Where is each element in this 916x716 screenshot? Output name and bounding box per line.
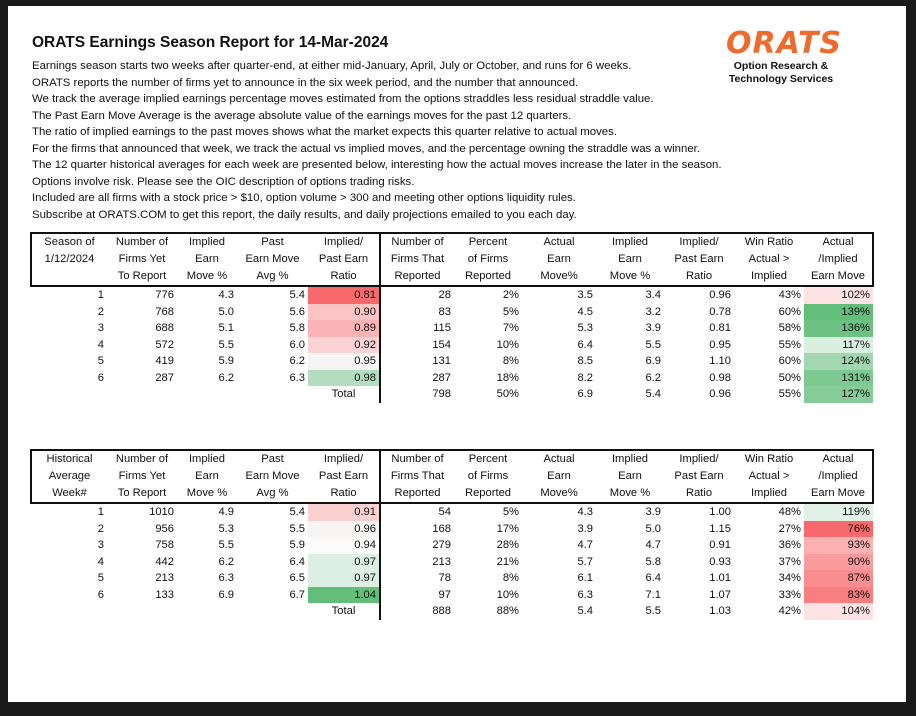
column-header-line: Win Ratio — [744, 453, 794, 465]
data-cell: 0.89 — [308, 320, 380, 337]
data-cell: 0.98 — [709, 371, 731, 384]
historical-average-table — [30, 449, 874, 620]
total-cell: 6.9 — [577, 388, 593, 401]
column-header-line: Actual — [822, 453, 854, 465]
data-cell: 124% — [804, 353, 873, 370]
data-cell: 10% — [496, 588, 519, 601]
column-header — [804, 450, 873, 503]
data-cell: 6.2 — [218, 371, 234, 384]
data-cell: 90% — [804, 554, 873, 571]
data-cell: 1.07 — [709, 588, 731, 601]
table-row — [31, 304, 873, 321]
data-cell: 115 — [380, 320, 454, 337]
column-header-line: Past Earn — [674, 253, 724, 265]
week-cell: 6 — [97, 371, 104, 384]
data-cell: 0.97 — [308, 554, 380, 571]
data-cell: 213 — [380, 554, 454, 571]
data-cell: 0.94 — [308, 537, 380, 554]
data-cell: 17% — [496, 522, 519, 535]
data-cell: 133 — [155, 588, 174, 601]
table-row — [31, 286, 873, 304]
table-row — [31, 537, 873, 554]
column-header-line: Past Earn — [674, 470, 724, 482]
data-cell: 154 — [380, 337, 454, 354]
column-header-line: Number of — [391, 236, 444, 248]
column-header-line: Implied/ — [323, 236, 364, 248]
logo-tagline-1: Option Research & — [733, 60, 829, 72]
data-cell: 3.9 — [577, 522, 593, 535]
empty-cell — [177, 603, 237, 620]
data-cell: 0.96 — [709, 289, 731, 302]
data-cell: 50% — [778, 371, 801, 384]
intro-line: Earnings season starts two weeks after quarter-end, at either mid-January, April, July or October, and runs for 6 weeks. — [32, 60, 632, 72]
column-header-line: Number of — [391, 453, 444, 465]
column-header-line: Reported — [394, 487, 441, 499]
data-cell: 0.95 — [709, 338, 731, 351]
column-header-line: Reported — [464, 487, 512, 499]
column-header-line: Historical — [46, 453, 93, 465]
column-header — [107, 233, 177, 286]
data-cell: 287 — [380, 370, 454, 387]
column-header-line: Implied — [611, 236, 649, 248]
data-cell: 28% — [496, 539, 519, 552]
column-header-line: Firms That — [390, 470, 445, 482]
data-cell: 5.9 — [289, 539, 305, 552]
column-header-line: Past — [261, 236, 284, 248]
week-cell: 5 — [97, 572, 104, 585]
column-header-line: Reported — [394, 270, 441, 282]
data-cell: 8.2 — [577, 371, 593, 384]
data-cell: 21% — [496, 555, 519, 568]
data-cell: 93% — [804, 537, 873, 554]
column-header — [107, 450, 177, 503]
column-header — [177, 450, 237, 503]
report-title: ORATS Earnings Season Report for 14-Mar-2024 — [32, 34, 389, 51]
total-cell: 1.03 — [709, 605, 731, 618]
data-cell: 27% — [778, 522, 801, 535]
data-cell: 6.3 — [289, 371, 305, 384]
column-header — [596, 450, 664, 503]
total-cell: 798 — [380, 386, 454, 403]
intro-line: The 12 quarter historical averages for each week are presented below, interesting how the actual moves increase the later in the season. — [32, 159, 722, 171]
column-header — [380, 233, 454, 286]
data-cell: 4.3 — [577, 506, 593, 519]
column-header — [237, 233, 308, 286]
column-header-line: Win Ratio — [744, 236, 794, 248]
column-header-line: Move% — [540, 270, 578, 282]
data-cell: 55% — [778, 338, 801, 351]
column-header-line: Move% — [540, 487, 578, 499]
data-cell: 6.1 — [577, 572, 593, 585]
column-header-line: Earn Move — [810, 270, 866, 282]
week-cell: 6 — [97, 588, 104, 601]
total-label: Total — [331, 605, 356, 618]
column-header-line: Ratio — [330, 270, 357, 282]
data-cell: 131% — [804, 370, 873, 387]
data-cell: 5.9 — [218, 355, 234, 368]
column-header — [308, 233, 380, 286]
column-header-line: Earn Move — [810, 487, 866, 499]
data-cell: 5.6 — [289, 305, 305, 318]
current-season-table — [30, 232, 874, 403]
column-header-line: Season of — [44, 236, 95, 248]
week-cell: 2 — [97, 305, 104, 318]
column-header — [454, 450, 522, 503]
logo-mark: ORATS — [726, 26, 843, 61]
data-cell: 58% — [778, 322, 801, 335]
table-row — [31, 353, 873, 370]
data-cell: 18% — [496, 371, 519, 384]
data-cell: 5.0 — [645, 522, 661, 535]
data-cell: 6.4 — [645, 572, 661, 585]
data-cell: 139% — [804, 304, 873, 321]
data-cell: 6.5 — [289, 572, 305, 585]
column-header-line: Actual — [543, 236, 575, 248]
data-cell: 279 — [380, 537, 454, 554]
data-cell: 6.2 — [289, 355, 305, 368]
total-cell: 50% — [496, 388, 519, 401]
logo-tagline-2: Technology Services — [728, 73, 834, 85]
data-cell: 36% — [778, 539, 801, 552]
data-cell: 419 — [155, 355, 174, 368]
column-header — [804, 233, 873, 286]
data-cell: 758 — [155, 539, 174, 552]
total-cell: 127% — [804, 386, 873, 403]
column-header-line: of Firms — [467, 470, 509, 482]
total-cell: 0.96 — [709, 388, 731, 401]
column-header-line: Actual > — [748, 253, 790, 265]
data-cell: 0.90 — [308, 304, 380, 321]
empty-cell — [107, 603, 177, 620]
data-cell: 5.8 — [289, 322, 305, 335]
column-header-line: Week# — [52, 487, 87, 499]
week-cell: 2 — [97, 522, 104, 535]
data-cell: 6.9 — [645, 355, 661, 368]
column-header — [734, 233, 804, 286]
data-cell: 119% — [804, 503, 873, 521]
data-cell: 6.7 — [289, 588, 305, 601]
data-cell: 6.4 — [289, 555, 305, 568]
table-header-row — [31, 450, 873, 503]
data-cell: 48% — [778, 506, 801, 519]
data-cell: 5.5 — [645, 338, 661, 351]
column-header-line: Reported — [464, 270, 512, 282]
column-header-line: Earn — [195, 470, 219, 482]
data-cell: 83 — [380, 304, 454, 321]
data-cell: 6.4 — [577, 338, 593, 351]
column-header-line: of Firms — [467, 253, 509, 265]
table-row — [31, 570, 873, 587]
column-header-line: Implied/ — [679, 453, 719, 465]
table-row — [31, 503, 873, 521]
intro-line: The ratio of implied earnings to the past moves shows what the market expects this quarter relative to actual moves. — [32, 126, 617, 138]
data-cell: 0.97 — [308, 570, 380, 587]
data-cell: 0.91 — [709, 539, 731, 552]
week-cell: 5 — [97, 355, 104, 368]
column-header-line: Actual — [822, 236, 854, 248]
total-cell: 42% — [778, 605, 801, 618]
empty-cell — [31, 603, 107, 620]
week-cell: 3 — [97, 539, 104, 552]
data-cell: 776 — [155, 289, 174, 302]
column-header-line: Number of — [115, 453, 169, 465]
data-cell: 6.2 — [645, 371, 661, 384]
intro-line: We track the average implied earnings percentage moves estimated from the options straddles less residual straddle value. — [32, 93, 654, 105]
data-cell: 131 — [380, 353, 454, 370]
data-cell: 4.7 — [645, 539, 661, 552]
column-header — [177, 233, 237, 286]
column-header — [31, 233, 107, 286]
data-cell: 5.4 — [289, 289, 305, 302]
data-cell: 4.3 — [218, 289, 234, 302]
data-cell: 6.9 — [218, 588, 234, 601]
column-header-line: Implied — [750, 487, 788, 499]
data-cell: 5.0 — [218, 305, 234, 318]
table-row — [31, 370, 873, 387]
data-cell: 0.92 — [308, 337, 380, 354]
intro-line: ORATS reports the number of firms yet to announce in the six week period, and the number that announced. — [32, 76, 579, 89]
data-cell: 5.5 — [289, 522, 305, 535]
column-header — [522, 450, 596, 503]
column-header — [734, 450, 804, 503]
column-header-line: Percent — [468, 453, 508, 465]
column-header — [596, 233, 664, 286]
data-cell: 102% — [804, 286, 873, 304]
data-cell: 97 — [380, 587, 454, 604]
data-cell: 6.3 — [577, 588, 593, 601]
data-cell: 43% — [778, 289, 801, 302]
total-cell: 88% — [496, 605, 519, 618]
data-cell: 37% — [778, 555, 801, 568]
column-header — [664, 233, 734, 286]
column-header-line: Move % — [186, 487, 228, 499]
column-header-line: Move % — [186, 270, 228, 282]
column-header-line: Earn — [618, 470, 642, 482]
data-cell: 0.78 — [709, 305, 731, 318]
total-cell: 5.4 — [645, 388, 661, 401]
data-cell: 6.3 — [218, 572, 234, 585]
data-cell: 78 — [380, 570, 454, 587]
total-label: Total — [331, 388, 356, 401]
column-header-line: Ratio — [330, 487, 357, 499]
table-row — [31, 521, 873, 538]
empty-cell — [31, 386, 107, 403]
report-page — [8, 6, 906, 702]
data-cell: 33% — [778, 588, 801, 601]
total-cell: 55% — [778, 388, 801, 401]
data-cell: 3.9 — [645, 506, 661, 519]
column-header-line: Number of — [115, 236, 169, 248]
column-header-line: Earn — [547, 470, 571, 482]
orats-logo — [726, 26, 843, 86]
data-cell: 83% — [804, 587, 873, 604]
column-header-line: /Implied — [818, 470, 858, 482]
data-cell: 54 — [380, 503, 454, 521]
data-cell: 1.15 — [709, 522, 731, 535]
data-cell: 3.2 — [645, 305, 661, 318]
column-header-line: Firms Yet — [118, 253, 166, 265]
data-cell: 7.1 — [645, 588, 661, 601]
data-cell: 5.3 — [218, 522, 234, 535]
table-row — [31, 587, 873, 604]
empty-cell — [177, 386, 237, 403]
column-header — [522, 233, 596, 286]
data-cell: 1.01 — [709, 572, 731, 585]
data-cell: 0.93 — [709, 555, 731, 568]
column-header-line: Implied/ — [323, 453, 364, 465]
data-cell: 2% — [502, 289, 519, 302]
data-cell: 6.0 — [289, 338, 305, 351]
intro-line: Included are all firms with a stock price > $10, option volume > 300 and meeting other options liquidity rules. — [32, 192, 576, 204]
data-cell: 956 — [155, 522, 174, 535]
data-cell: 8% — [502, 355, 519, 368]
column-header-line: /Implied — [818, 253, 858, 265]
data-cell: 5.3 — [577, 322, 593, 335]
column-header-line: Move % — [609, 487, 651, 499]
data-cell: 5.8 — [645, 555, 661, 568]
column-header — [664, 450, 734, 503]
column-header-line: Earn — [547, 253, 571, 265]
data-cell: 0.98 — [308, 370, 380, 387]
data-cell: 688 — [155, 322, 174, 335]
intro-line: For the firms that announced that week, we track the actual vs implied moves, and the percentage owning the straddle was a winner. — [32, 142, 700, 155]
table-row — [31, 554, 873, 571]
column-header-line: Earn — [618, 253, 642, 265]
column-header-line: Earn Move — [245, 253, 300, 265]
table-header-row — [31, 233, 873, 286]
data-cell: 8% — [502, 572, 519, 585]
column-header-line: Past Earn — [318, 253, 369, 265]
column-header-line: Firms Yet — [118, 470, 166, 482]
data-cell: 28 — [380, 286, 454, 304]
data-cell: 5.1 — [218, 322, 234, 335]
column-header-line: Actual > — [748, 470, 790, 482]
data-cell: 10% — [496, 338, 519, 351]
total-cell: 888 — [380, 603, 454, 620]
column-header-line: Implied/ — [679, 236, 719, 248]
total-cell: 5.4 — [577, 605, 593, 618]
week-cell: 4 — [97, 555, 104, 568]
empty-cell — [237, 386, 308, 403]
data-cell: 76% — [804, 521, 873, 538]
total-row — [31, 603, 873, 620]
data-cell: 87% — [804, 570, 873, 587]
week-cell: 4 — [97, 338, 104, 351]
data-cell: 1.04 — [308, 587, 380, 604]
column-header-line: Implied — [188, 453, 226, 465]
data-cell: 5% — [502, 506, 519, 519]
column-header-line: Percent — [468, 236, 508, 248]
column-header — [308, 450, 380, 503]
total-row — [31, 386, 873, 403]
data-cell: 60% — [778, 355, 801, 368]
empty-cell — [107, 386, 177, 403]
data-cell: 0.81 — [709, 322, 731, 335]
total-cell: 104% — [804, 603, 873, 620]
column-header-line: Avg % — [256, 270, 289, 282]
report-intro — [32, 58, 732, 223]
week-cell: 1 — [97, 289, 104, 302]
column-header-line: Actual — [543, 453, 575, 465]
data-cell: 3.4 — [645, 289, 661, 302]
column-header-line: 1/12/2024 — [44, 253, 95, 265]
data-cell: 4.7 — [577, 539, 593, 552]
data-cell: 0.81 — [308, 286, 380, 304]
data-cell: 4.9 — [218, 506, 234, 519]
column-header-line: Implied — [611, 453, 649, 465]
data-cell: 5.5 — [218, 539, 234, 552]
column-header-line: Earn — [195, 253, 219, 265]
column-header — [237, 450, 308, 503]
intro-line: Options involve risk. Please see the OIC description of options trading risks. — [32, 175, 415, 188]
data-cell: 5.4 — [289, 506, 305, 519]
column-header-line: Firms That — [390, 253, 445, 265]
data-cell: 1.00 — [709, 506, 731, 519]
empty-cell — [237, 603, 308, 620]
data-cell: 3.9 — [645, 322, 661, 335]
data-cell: 5% — [502, 305, 519, 318]
column-header-line: Implied — [188, 236, 226, 248]
data-cell: 168 — [380, 521, 454, 538]
column-header-line: Past Earn — [318, 470, 369, 482]
table-row — [31, 320, 873, 337]
data-cell: 6.2 — [218, 555, 234, 568]
data-cell: 0.96 — [308, 521, 380, 538]
data-cell: 117% — [804, 337, 873, 354]
data-cell: 213 — [155, 572, 174, 585]
column-header-line: Ratio — [685, 270, 713, 282]
column-header-line: Earn Move — [245, 470, 300, 482]
data-cell: 442 — [155, 555, 174, 568]
data-cell: 0.95 — [308, 353, 380, 370]
data-cell: 572 — [155, 338, 174, 351]
data-cell: 3.5 — [577, 289, 593, 302]
column-header-line: To Report — [117, 487, 167, 499]
column-header-line: Move % — [609, 270, 651, 282]
data-cell: 0.91 — [308, 503, 380, 521]
data-cell: 768 — [155, 305, 174, 318]
data-cell: 34% — [778, 572, 801, 585]
table-row — [31, 337, 873, 354]
week-cell: 1 — [97, 506, 104, 519]
column-header-line: To Report — [117, 270, 167, 282]
intro-line: The Past Earn Move Average is the average absolute value of the earnings moves for the past 12 quarters. — [32, 109, 572, 122]
data-cell: 60% — [778, 305, 801, 318]
column-header — [454, 233, 522, 286]
column-header-line: Implied — [750, 270, 788, 282]
data-cell: 5.5 — [218, 338, 234, 351]
column-header-line: Avg % — [256, 487, 289, 499]
intro-line: Subscribe at ORATS.COM to get this report, the daily results, and daily projections emailed to you each day. — [32, 208, 577, 221]
total-cell: 5.5 — [645, 605, 661, 618]
data-cell: 4.5 — [577, 305, 593, 318]
data-cell: 1010 — [149, 506, 174, 519]
data-cell: 8.5 — [577, 355, 593, 368]
week-cell: 3 — [97, 322, 104, 335]
data-cell: 287 — [155, 371, 174, 384]
data-cell: 5.7 — [577, 555, 593, 568]
column-header — [31, 450, 107, 503]
data-cell: 1.10 — [709, 355, 731, 368]
column-header-line: Ratio — [685, 487, 713, 499]
data-cell: 136% — [804, 320, 873, 337]
column-header-line: Past — [261, 453, 284, 465]
column-header-line: Average — [48, 470, 91, 482]
column-header — [380, 450, 454, 503]
data-cell: 7% — [502, 322, 519, 335]
